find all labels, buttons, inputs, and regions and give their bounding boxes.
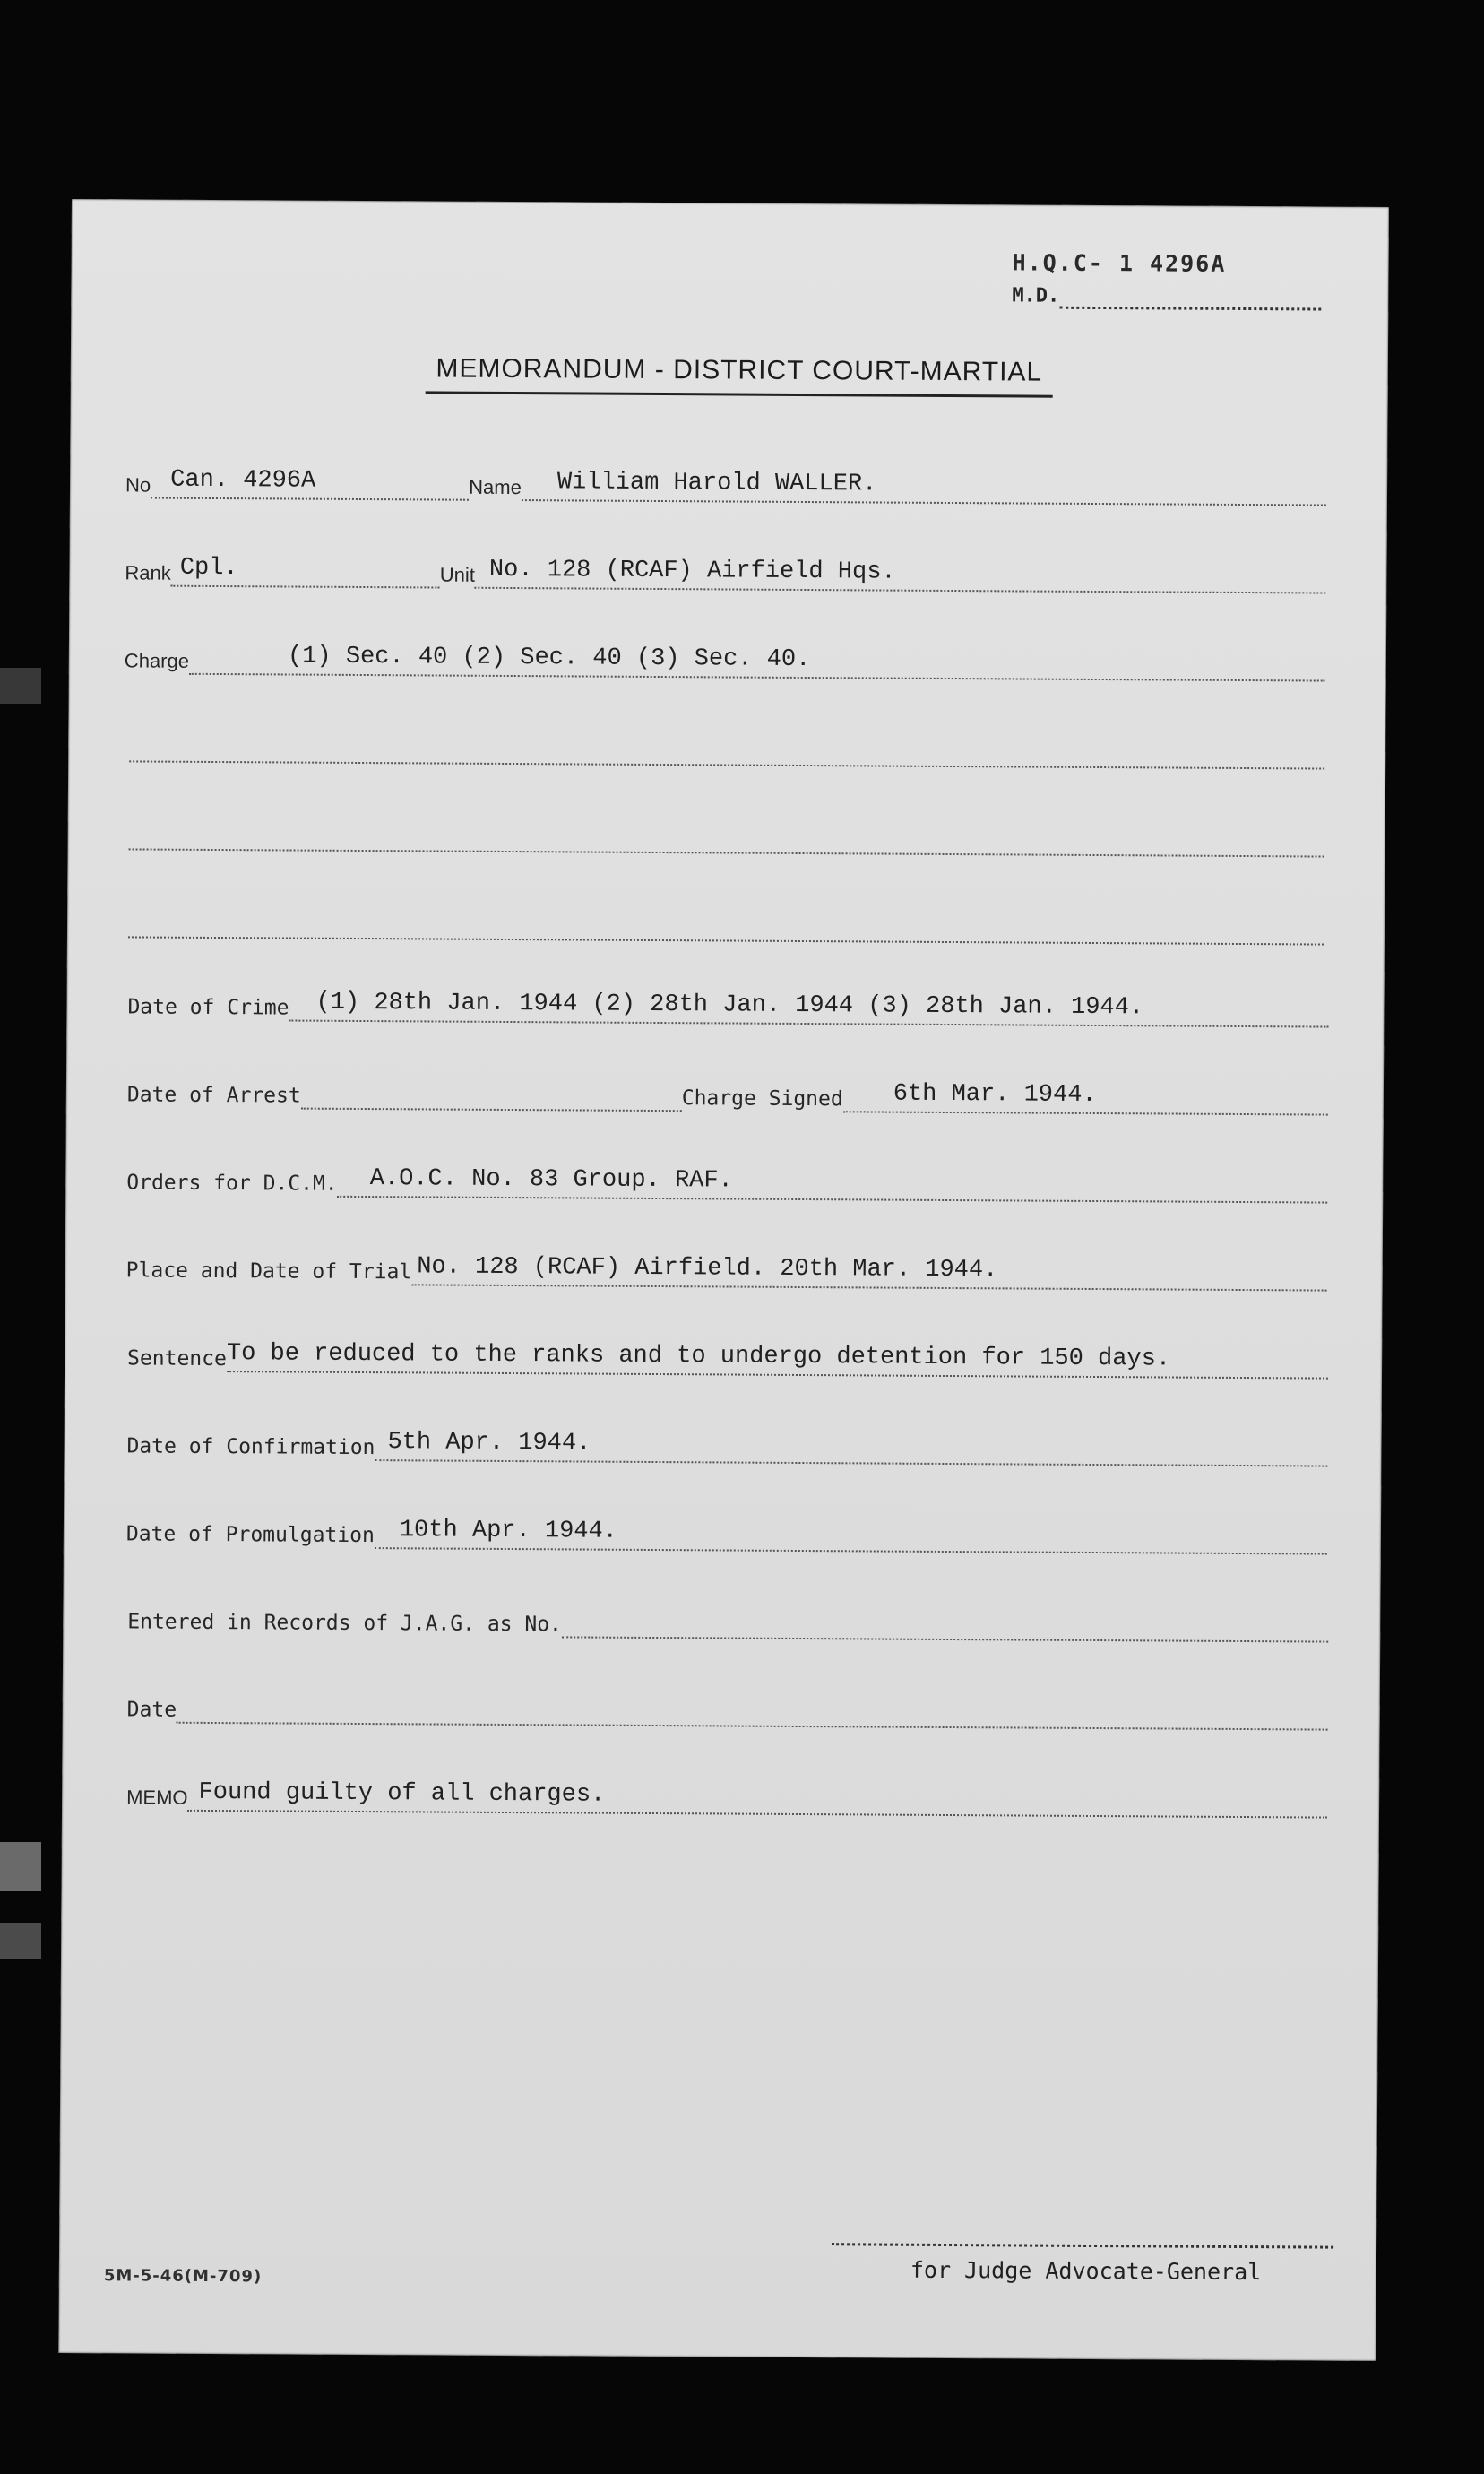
jag-records-value <box>562 1598 1329 1642</box>
date-confirmation-value: 5th Apr. 1944. <box>375 1422 1327 1466</box>
row-date-promulgation <box>126 1508 1327 1554</box>
charge-value: (1) Sec. 40 (2) Sec. 40 (3) Sec. 40. <box>189 636 1325 682</box>
court-martial-memo-sheet <box>58 199 1389 2361</box>
row-no-name <box>125 459 1326 506</box>
no-label: No <box>125 473 151 497</box>
name-value: William Harold WALLER. <box>522 462 1326 506</box>
film-edge-mark <box>0 1923 41 1959</box>
date-value <box>177 1684 1328 1731</box>
row-rank-unit <box>125 547 1325 593</box>
rank-value: Cpl. <box>171 548 440 589</box>
row-date-of-crime <box>127 981 1328 1027</box>
row-arrest-charge-signed <box>127 1068 1328 1115</box>
film-edge-mark <box>0 668 41 704</box>
md-row <box>1012 269 1321 310</box>
no-value: Can. 4296A <box>151 460 469 501</box>
row-memo <box>126 1771 1327 1818</box>
orders-value: A.O.C. No. 83 Group. RAF. <box>338 1158 1328 1204</box>
row-orders <box>126 1156 1327 1203</box>
date-promulgation-label: Date of Promulgation <box>125 1522 375 1548</box>
film-edge-mark <box>0 1842 41 1891</box>
sentence-label: Sentence <box>127 1346 227 1371</box>
memo-label: MEMO <box>126 1786 188 1809</box>
date-confirmation-label: Date of Confirmation <box>126 1434 375 1460</box>
name-label: Name <box>469 475 522 499</box>
date-of-crime-value: (1) 28th Jan. 1944 (2) 28th Jan. 1944 (3) 28th Jan. 1944. <box>289 982 1328 1027</box>
hqc-reference-number: H.Q.C- 1 4296A <box>1012 249 1227 277</box>
signature-caption: for Judge Advocate-General <box>910 2256 1262 2286</box>
charge-signed-value: 6th Mar. 1944. <box>843 1073 1328 1115</box>
form-code: 5M-5-46(M-709) <box>103 2266 263 2287</box>
charge-continuation-line <box>129 760 1324 769</box>
row-sentence <box>127 1332 1328 1379</box>
charge-continuation-line <box>129 848 1324 857</box>
row-jag-records <box>127 1596 1328 1642</box>
row-place-date-trial <box>126 1244 1327 1291</box>
row-date-confirmation <box>126 1420 1327 1466</box>
place-date-trial-value: No. 128 (RCAF) Airfield. 20th Mar. 1944. <box>411 1246 1327 1291</box>
charge-signed-label: Charge Signed <box>681 1086 843 1112</box>
charge-label: Charge <box>124 649 190 672</box>
row-date <box>127 1683 1328 1730</box>
charge-continuation-line <box>128 936 1324 945</box>
memo-value: Found guilty of all charges. <box>187 1772 1327 1819</box>
date-promulgation-value: 10th Apr. 1944. <box>375 1509 1327 1554</box>
row-charge <box>125 635 1325 681</box>
orders-label: Orders for D.C.M. <box>126 1171 338 1196</box>
date-of-arrest-label: Date of Arrest <box>126 1083 301 1108</box>
signature-line <box>832 2243 1333 2248</box>
page-title: MEMORANDUM - DISTRICT COURT-MARTIAL <box>426 353 1053 397</box>
date-label: Date <box>126 1698 177 1722</box>
jag-records-label: Entered in Records of J.A.G. as No. <box>127 1610 563 1637</box>
md-value <box>1059 270 1321 311</box>
sentence-value: To be reduced to the ranks and to undergo detention for 150 days. <box>227 1333 1328 1380</box>
rank-label: Rank <box>125 561 171 584</box>
unit-value: No. 128 (RCAF) Airfield Hqs. <box>475 549 1326 594</box>
unit-label: Unit <box>439 563 476 586</box>
place-date-trial-label: Place and Date of Trial <box>125 1259 412 1285</box>
date-of-arrest-value <box>301 1070 682 1112</box>
md-label: M.D. <box>1012 284 1060 307</box>
date-of-crime-label: Date of Crime <box>127 995 289 1020</box>
